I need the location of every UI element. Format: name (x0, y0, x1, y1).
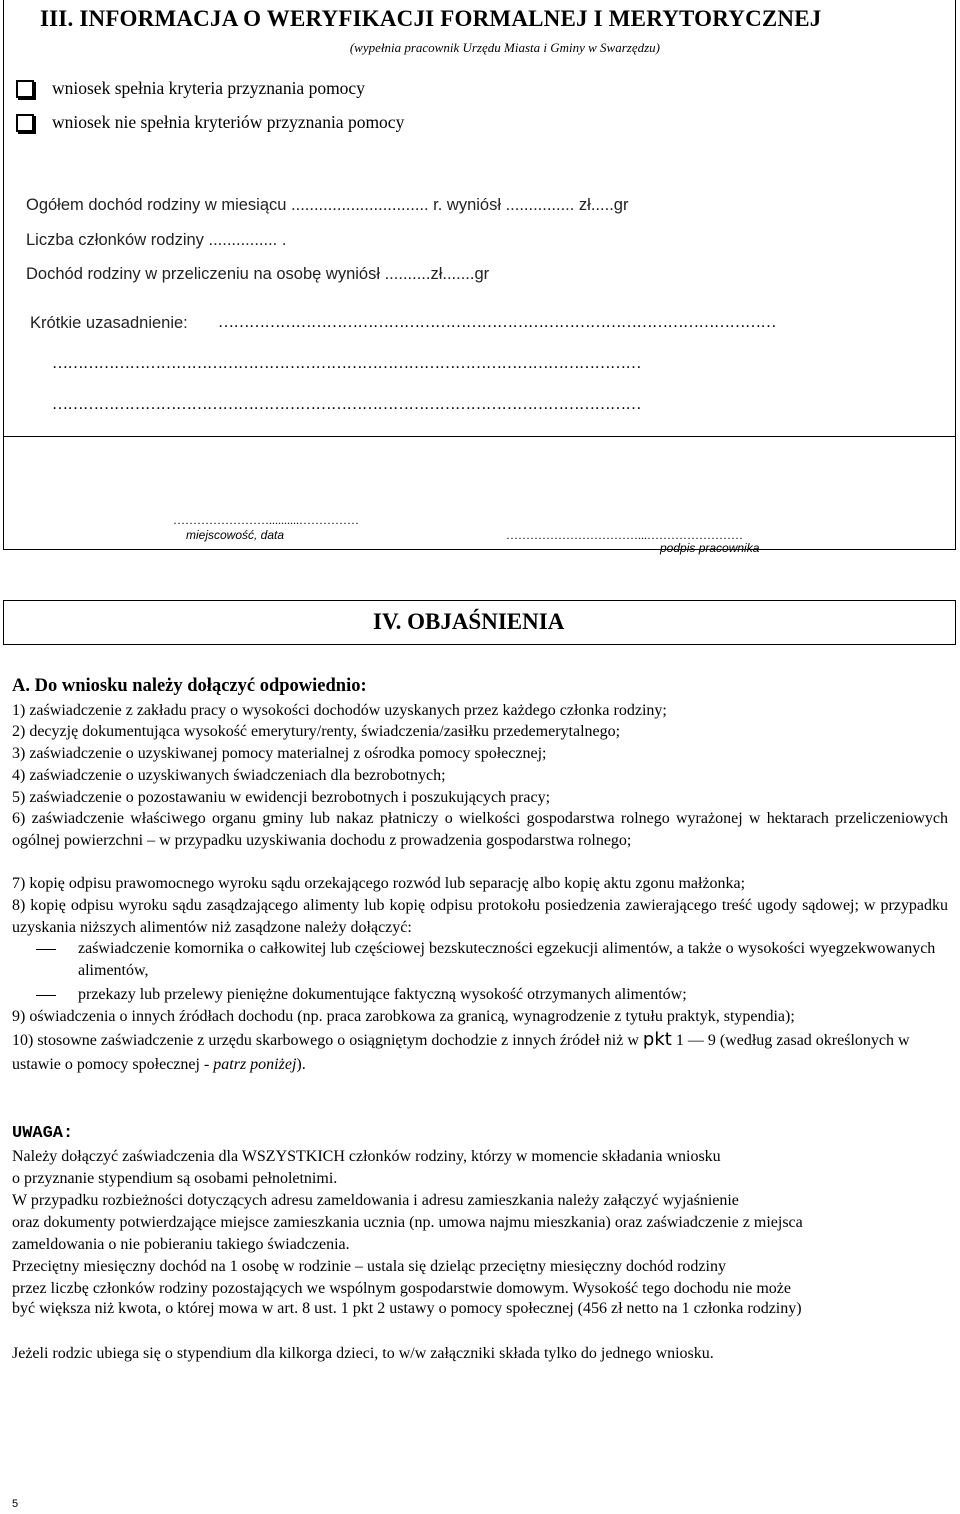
checkbox-criteria-not-met[interactable] (16, 114, 34, 132)
divider (3, 436, 956, 437)
income-per-person-line: Dochód rodziny w przeliczeniu na osobę wyniósł ..........zł.......gr (26, 265, 490, 283)
criteria-met-option[interactable] (16, 78, 365, 99)
list-item: 4) zaświadczenie o uzyskiwanych świadczeniach dla bezrobotnych; (12, 767, 446, 784)
list-item: 8) kopię odpisu wyroku sądu zasądzającego alimenty lub kopię odpisu protokołu posiedzenia zawierającego treść ugody sądowej; w przypadku uzyskania niższych alimentów niż zasądzone należy dołączyć: (12, 897, 948, 936)
note-line: W przypadku rozbieżności dotyczących adresu zameldowania i adresu zamieszkania należy załączyć wyjaśnienie (12, 1192, 739, 1209)
checkbox-criteria-met[interactable] (16, 80, 34, 98)
justification-label: Krótkie uzasadnienie: (30, 314, 188, 332)
section-title: III. INFORMACJA O WERYFIKACJI FORMALNEJ I MERYTORYCZNEJ (40, 6, 822, 31)
list-item: zaświadczenie komornika o całkowitej lub częściowej bezskuteczności egzekucji alimentów, a także o wysokości wyegzekwowanych alimentów, (78, 940, 936, 979)
criteria-not-met-option[interactable] (16, 112, 404, 133)
place-date-label: miejscowość, data (186, 528, 285, 542)
dash-bullet (36, 949, 56, 950)
attachments-heading: A. Do wniosku należy dołączyć odpowiednio: (12, 676, 367, 696)
item10-italic: patrz poniżej (213, 1056, 297, 1073)
note-line: zameldowania o nie pobieraniu takiego świadczenia. (12, 1236, 350, 1253)
item10-text: ). (296, 1056, 306, 1073)
list-item: 9) oświadczenia o innych źródłach dochodu (np. praca zarobkowa za granicą, wynagrodzenie z tytułu praktyk, stypendia); (12, 1008, 795, 1025)
checkbox-label: wniosek spełnia kryteria przyznania pomocy (52, 78, 365, 98)
list-item: 1) zaświadczenie z zakładu pracy o wysokości dochodów uzyskanych przez każdego członka rodziny; (12, 702, 667, 719)
item10-text: 10) stosowne zaświadczenie z urzędu skarbowego o osiągniętym dochodzie z innych źródeł niż w (12, 1032, 643, 1049)
place-date-dots: ……………………..........…………… (173, 513, 359, 527)
list-item-10 (12, 1028, 948, 1077)
note-line: być większa niż kwota, o której mowa w art. 8 ust. 1 pkt 2 ustawy o pomocy społecznej (456 zł netto na 1 członka rodziny) (12, 1300, 802, 1317)
signature-label: podpis pracownika (660, 541, 760, 555)
list-item: 2) decyzję dokumentująca wysokość emerytury/renty, świadczenia/zasiłku przedemerytalnego; (12, 723, 621, 740)
uwaga-heading: UWAGA: (12, 1124, 74, 1143)
note-line: przez liczbę członków rodziny pozostających we wspólnym gospodarstwie domowym. Wysokość tego dochodu nie może (12, 1280, 791, 1297)
dash-bullet (36, 995, 56, 996)
page-number: 5 (12, 1498, 19, 1510)
note-line: o przyznanie stypendium są osobami pełnoletnimi. (12, 1170, 338, 1187)
item10-text: 1 — 9 (według zasad określonych w ustawie o pomocy społecznej - (12, 1032, 910, 1073)
list-item: 7) kopię odpisu prawomocnego wyroku sądu orzekającego rozwód lub separację albo kopię aktu zgonu małżonka; (12, 875, 746, 892)
section-title: IV. OBJAŚNIENIA (373, 609, 565, 634)
list-item: 5) zaświadczenie o pozostawaniu w ewidencji bezrobotnych i poszukujących pracy; (12, 789, 551, 806)
note-line: oraz dokumenty potwierdzające miejsce zamieszkania ucznia (np. umowa najmu mieszkania) oraz zaświadczenie z miejsca (12, 1214, 803, 1231)
list-item: 6) zaświadczenie właściwego organu gminy lub nakaz płatniczy o wielkości gospodarstwa rolnego wyrażonej w hektarach przeliczeniowych ogólnej powierzchni – w przypadku uzyskiwania dochodu z prowadzenia gospodarstwa rolnego; (12, 810, 948, 849)
justification-dots-1: ……………………………………………………………………………………………… (218, 314, 776, 331)
item10-pkt: pkt (642, 1029, 672, 1050)
verification-section (3, 0, 956, 555)
list-item: przekazy lub przelewy pieniężne dokumentujące faktyczną wysokość otrzymanych alimentów; (78, 986, 687, 1003)
list-item: 3) zaświadczenie o uzyskiwanej pomocy materialnej z ośrodka pomocy społecznej; (12, 745, 547, 762)
section-subtitle: (wypełnia pracownik Urzędu Miasta i Gminy w Swarzędzu) (349, 40, 660, 55)
note-line: Przeciętny miesięczny dochód na 1 osobę w rodzinie – ustala się dzieląc przeciętny miesięczny dochód rodziny (12, 1258, 726, 1275)
family-members-line: Liczba członków rodziny ............... . (26, 231, 287, 249)
justification-dots-2: …………………………………………………………………………………………………… (52, 355, 641, 372)
final-note: Jeżeli rodzic ubiega się o stypendium dla kilkorga dzieci, to w/w załączniki składa tylko do jednego wniosku. (12, 1345, 714, 1362)
justification-dots-3: …………………………………………………………………………………………………… (52, 396, 641, 413)
checkbox-label: wniosek nie spełnia kryteriów przyznania pomocy (52, 112, 405, 132)
signature-dots: ……………………………...…………………… (506, 528, 743, 542)
explanations-header-box (3, 600, 956, 645)
family-income-line: Ogółem dochód rodziny w miesiącu .............................. r. wyniósł ............... zł.....gr (26, 196, 629, 214)
note-line: Należy dołączyć zaświadczenia dla WSZYSTKICH członków rodziny, którzy w momencie składania wniosku (12, 1148, 721, 1165)
